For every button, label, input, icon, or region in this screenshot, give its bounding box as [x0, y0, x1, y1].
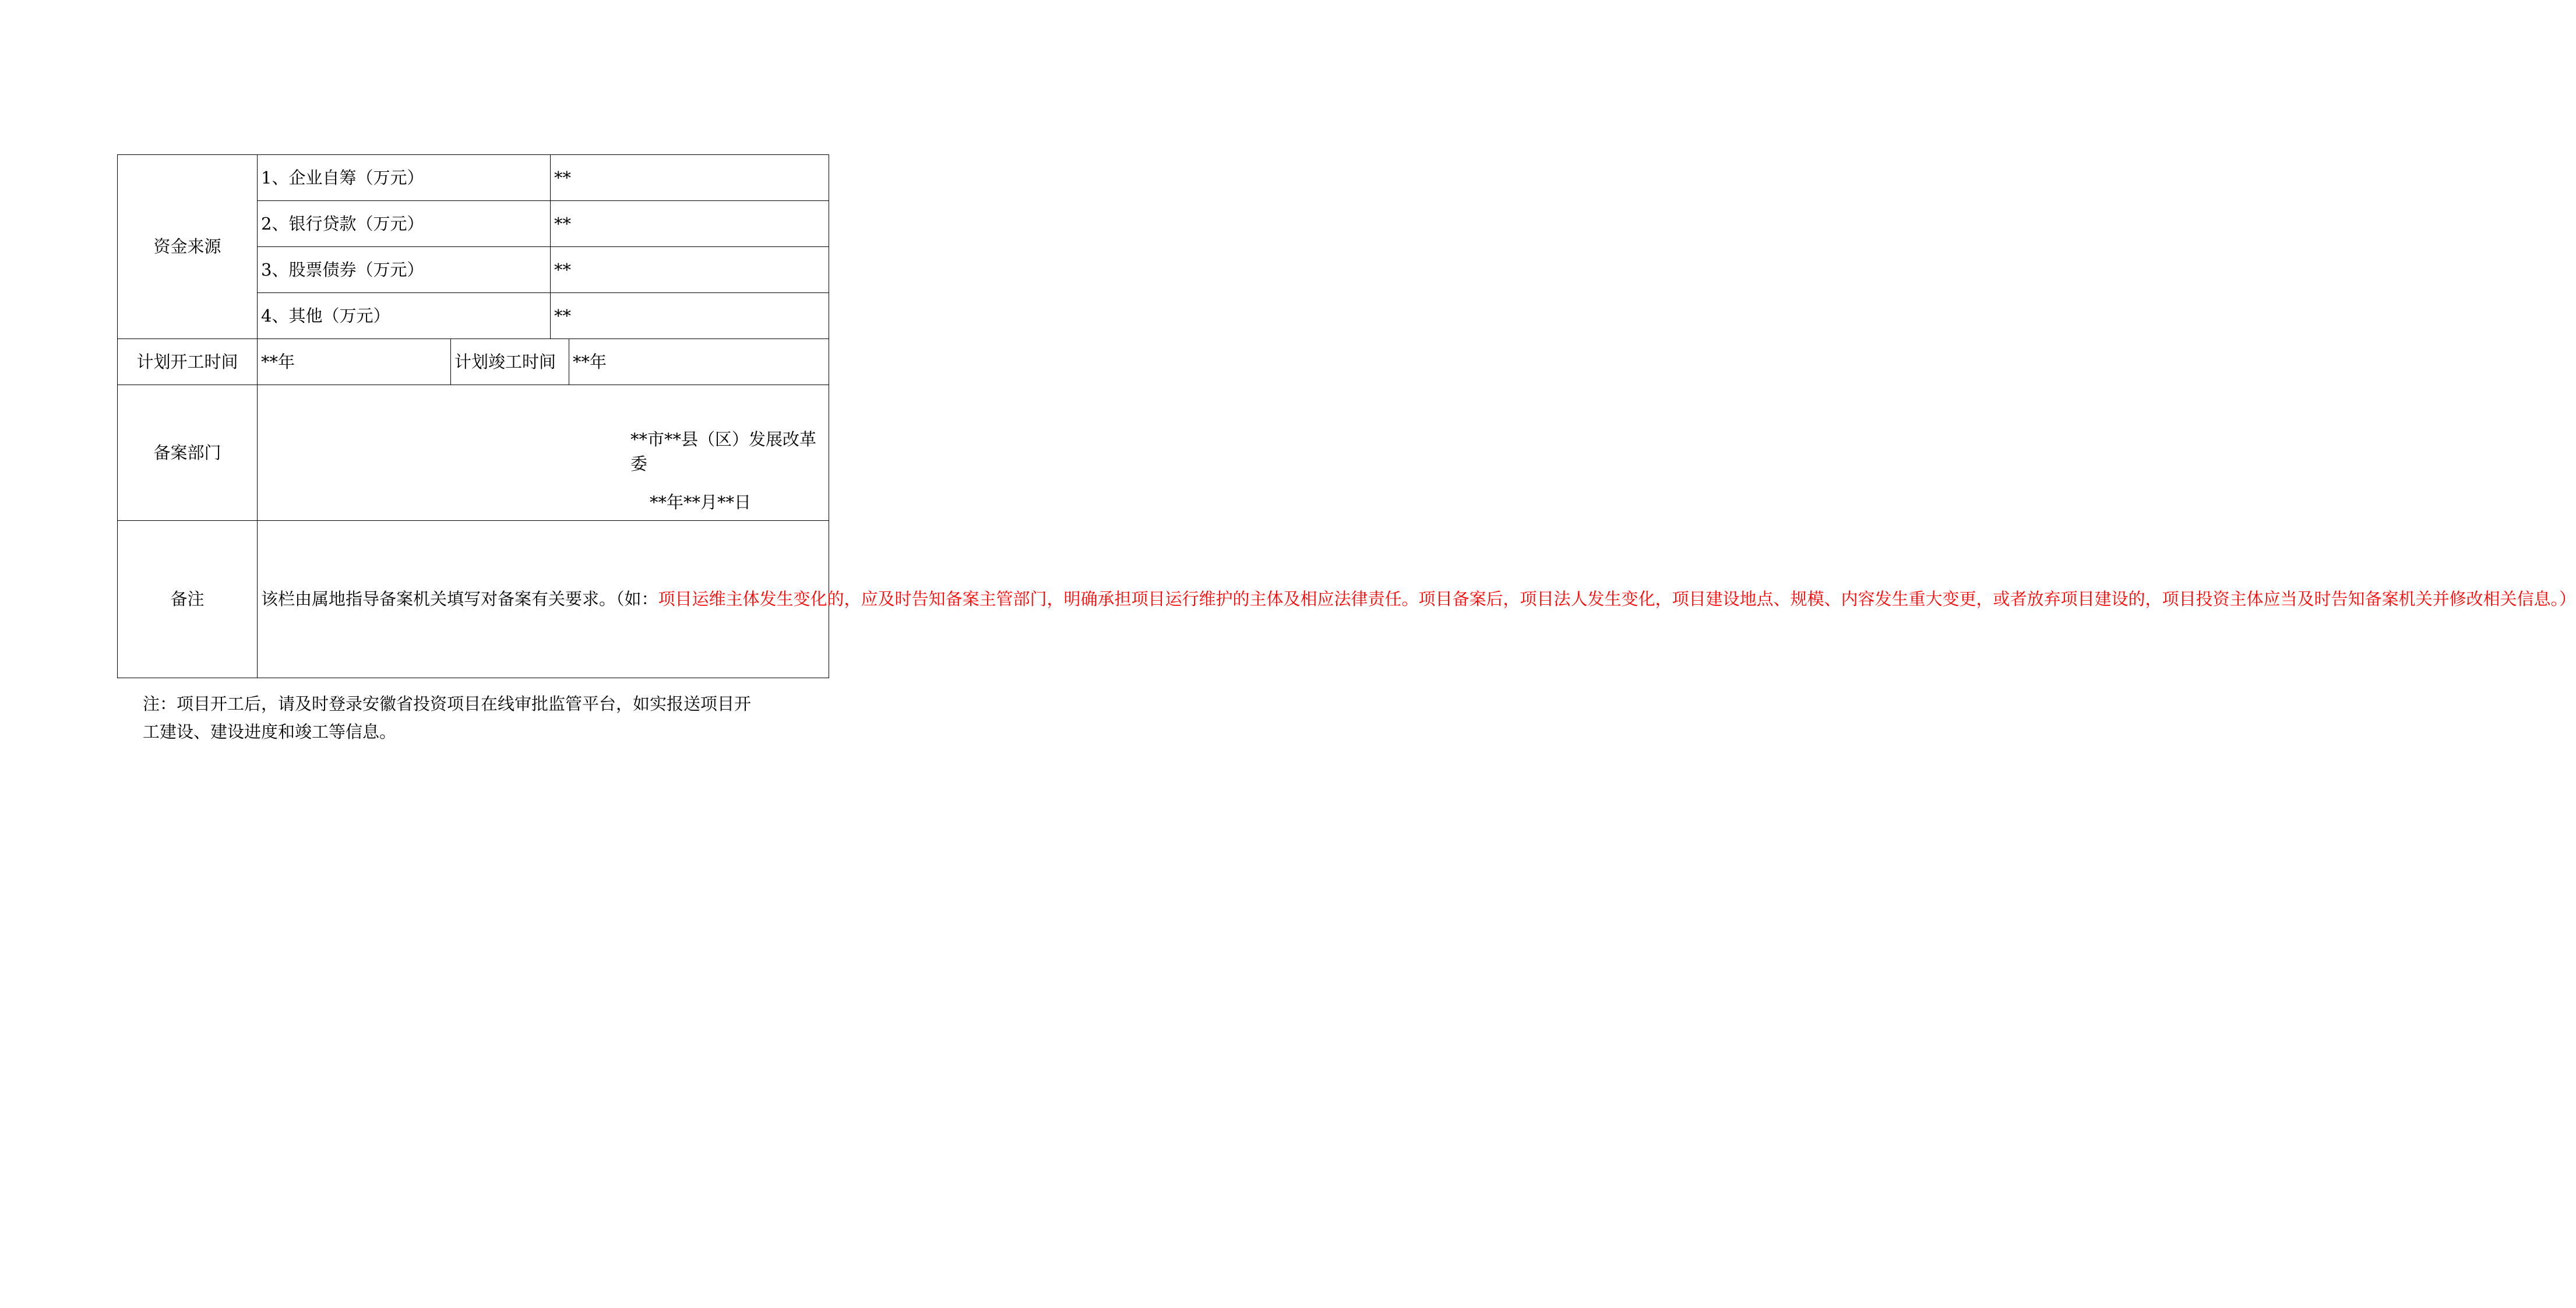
filing-dept-cell: [258, 385, 829, 521]
funding-item-3: 3、股票债券（万元）: [258, 247, 551, 293]
remarks-label: 备注: [118, 521, 258, 678]
schedule-row: [118, 339, 829, 385]
filing-dept-row: [118, 385, 829, 521]
footnote-line-1: 注：项目开工后，请及时登录安徽省投资项目在线审批监管平台，如实报送项目开: [143, 694, 752, 714]
funding-item-4: 4、其他（万元）: [258, 293, 551, 339]
remarks-highlight: 项目运维主体发生变化的，应及时告知备案主管部门，明确承担项目运行维护的主体及相应法律责任。项目备案后，项目法人发生变化，项目建设地点、规模、内容发生重大变更，或者放弃项目建设的，项目投资主体应当及时告知备案机关并修改相关信息。）: [658, 589, 2576, 609]
funding-row-1: [118, 155, 829, 201]
footnote: [143, 690, 813, 746]
project-filing-table: [117, 154, 2576, 678]
funding-value-2: **: [551, 201, 829, 247]
filing-dept-date: **年**月**日: [650, 492, 752, 512]
funding-value-1: **: [551, 155, 829, 201]
planned-start-label: 计划开工时间: [118, 339, 258, 385]
funding-value-3: **: [551, 247, 829, 293]
footnote-line-2: 工建设、建设进度和竣工等信息。: [143, 721, 397, 742]
filing-dept-label: 备案部门: [118, 385, 258, 521]
planned-start-value: **年: [258, 339, 451, 385]
planned-end-label: 计划竣工时间: [451, 339, 569, 385]
remarks-cell: [258, 521, 2576, 678]
funding-item-1: 1、企业自筹（万元）: [258, 155, 551, 201]
remarks-row: [118, 521, 829, 678]
funding-source-label: 资金来源: [118, 155, 258, 339]
planned-end-value: **年: [569, 339, 829, 385]
remarks-intro: 该栏由属地指导备案机关填写对备案有关要求。（如：: [261, 589, 658, 609]
filing-dept-name: **市**县（区）发展改革委: [630, 429, 817, 474]
funding-value-4: **: [551, 293, 829, 339]
funding-item-2: 2、银行贷款（万元）: [258, 201, 551, 247]
